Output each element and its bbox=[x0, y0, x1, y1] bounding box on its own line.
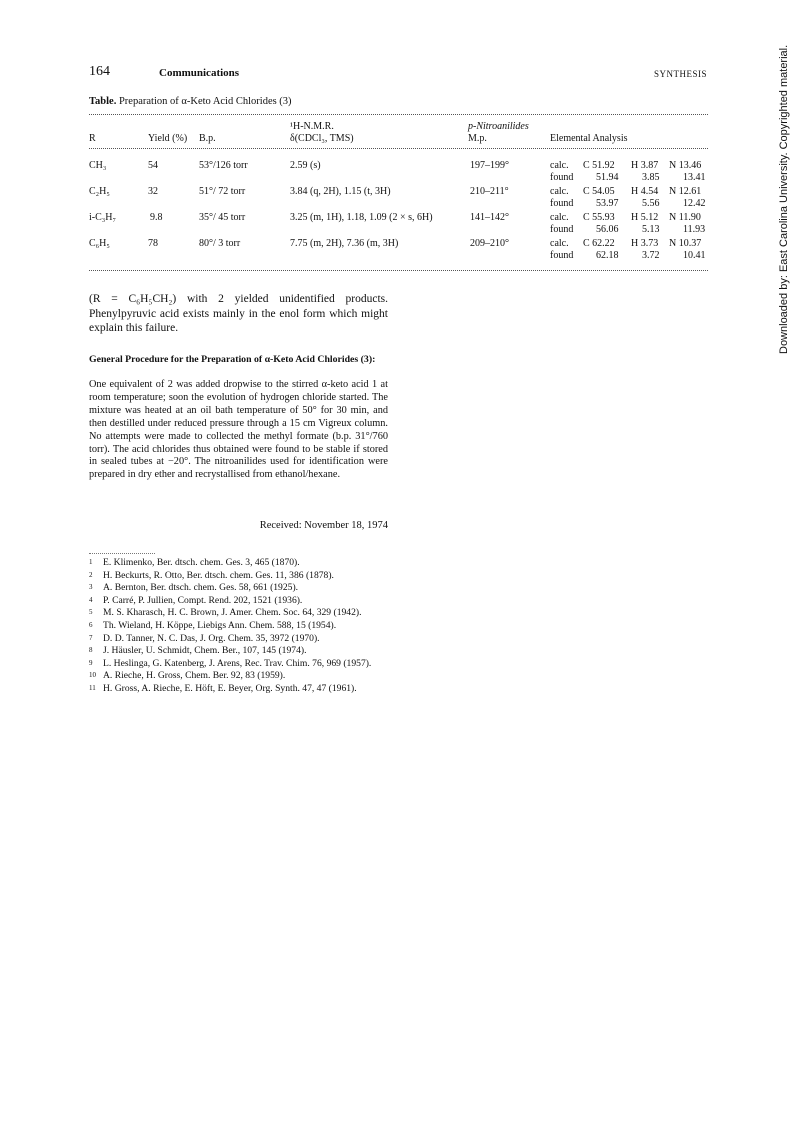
footnote-number: 4 bbox=[89, 595, 93, 604]
footnote-text: A. Bernton, Ber. dtsch. chem. Ges. 58, 661 (1925). bbox=[103, 582, 299, 594]
footnote-text: P. Carré, P. Jullien, Compt. Rend. 202, 1521 (1936). bbox=[103, 594, 303, 606]
footnote-text: L. Heslinga, G. Katenberg, J. Arens, Rec. Trav. Chim. 76, 969 (1957). bbox=[103, 657, 372, 669]
footnote-item bbox=[89, 645, 391, 658]
footnote-number: 1 bbox=[89, 558, 93, 566]
label-found: found bbox=[550, 224, 574, 235]
value-c: 56.06 bbox=[596, 224, 619, 235]
download-watermark: Downloaded by: East Carolina University. Copyrighted material. bbox=[778, 44, 790, 354]
cell-bp: 51°/ 72 torr bbox=[199, 186, 246, 197]
cell-r: C₆H₅ bbox=[89, 238, 110, 249]
header-r: R bbox=[89, 133, 96, 144]
value-n: N 13.46 bbox=[669, 160, 702, 171]
section-title: Communications bbox=[159, 67, 240, 79]
cell-r: C₂H₅ bbox=[89, 186, 110, 197]
footnote-item bbox=[89, 570, 391, 583]
footnote-item bbox=[89, 582, 391, 595]
value-c: C 62.22 bbox=[583, 238, 615, 249]
cell-nmr: 2.59 (s) bbox=[290, 160, 321, 171]
cell-mp: 141–142° bbox=[470, 212, 509, 223]
footnotes bbox=[89, 557, 391, 696]
footnote-number: 5 bbox=[89, 608, 93, 617]
cell-nmr: 7.75 (m, 2H), 7.36 (m, 3H) bbox=[290, 238, 399, 249]
cell-yield: 32 bbox=[148, 186, 158, 197]
footnote-item bbox=[89, 557, 391, 570]
cell-bp: 53°/126 torr bbox=[199, 160, 248, 171]
procedure-heading: General Procedure for the Preparation of α-Keto Acid Chlorides (3): bbox=[89, 354, 376, 365]
cell-mp: 197–199° bbox=[470, 160, 509, 171]
header-nitro-1: p-Nitroanilides bbox=[468, 121, 529, 132]
value-c: 51.94 bbox=[596, 172, 619, 183]
journal-name: SYNTHESIS bbox=[653, 69, 707, 79]
label-calc: calc. bbox=[550, 186, 569, 197]
label-found: found bbox=[550, 198, 574, 209]
table-top-rule bbox=[89, 114, 708, 115]
value-h: 5.13 bbox=[642, 224, 660, 235]
footnote-item bbox=[89, 620, 391, 633]
value-c: C 54.05 bbox=[583, 186, 615, 197]
value-n: 13.41 bbox=[683, 172, 706, 183]
footnote-item bbox=[89, 607, 391, 620]
footnote-number: 3 bbox=[89, 583, 93, 592]
cell-bp: 35°/ 45 torr bbox=[199, 212, 246, 223]
value-c: 53.97 bbox=[596, 198, 619, 209]
footnote-item bbox=[89, 670, 391, 683]
header-bp: B.p. bbox=[199, 133, 216, 144]
cell-yield: 9.8 bbox=[150, 212, 163, 223]
footnote-item bbox=[89, 658, 391, 671]
table-caption-text: Preparation of α-Keto Acid Chlorides (3) bbox=[116, 96, 292, 107]
footnote-rule bbox=[89, 553, 155, 554]
value-h: 5.56 bbox=[642, 198, 660, 209]
value-h: H 5.12 bbox=[631, 212, 659, 223]
header-nmr-1: ¹H-N.M.R. bbox=[290, 121, 334, 132]
body-paragraph: (R = C₆H₅CH₂) with 2 yielded unidentified products. Phenylpyruvic acid exists mainly in the enol form which might explain this failure. bbox=[89, 293, 388, 334]
footnote-item bbox=[89, 633, 391, 646]
header-yield: Yield (%) bbox=[148, 133, 188, 144]
value-h: H 3.73 bbox=[631, 238, 659, 249]
footnote-number: 2 bbox=[89, 570, 93, 579]
value-n: N 10.37 bbox=[669, 238, 702, 249]
footnote-text: A. Rieche, H. Gross, Chem. Ber. 92, 83 (1959). bbox=[103, 670, 286, 682]
label-calc: calc. bbox=[550, 160, 569, 171]
footnote-number: 6 bbox=[89, 620, 93, 629]
cell-bp: 80°/ 3 torr bbox=[199, 238, 241, 249]
cell-r: CH₃ bbox=[89, 160, 107, 171]
footnote-text: E. Klimenko, Ber. dtsch. chem. Ges. 3, 465 (1870). bbox=[103, 557, 300, 568]
value-n: N 12.61 bbox=[669, 186, 702, 197]
table-caption bbox=[89, 96, 292, 107]
value-h: H 4.54 bbox=[631, 186, 659, 197]
header-nitro-2: M.p. bbox=[468, 133, 487, 144]
label-calc: calc. bbox=[550, 212, 569, 223]
label-calc: calc. bbox=[550, 238, 569, 249]
cell-nmr: 3.84 (q, 2H), 1.15 (t, 3H) bbox=[290, 186, 391, 197]
value-n: 12.42 bbox=[683, 198, 706, 209]
footnote-item bbox=[89, 683, 391, 696]
header-elemental: Elemental Analysis bbox=[550, 133, 628, 144]
table-bottom-rule bbox=[89, 270, 708, 271]
cell-r: i-C₃H₇ bbox=[89, 212, 116, 223]
value-n: N 11.90 bbox=[669, 212, 701, 223]
value-h: 3.85 bbox=[642, 172, 660, 183]
procedure-text: One equivalent of 2 was added dropwise to the stirred α-keto acid 1 at room temperature; soon the evolution of hydrogen chloride started. The mixture was heated at an oil bath temperature of 50° for 30 min, and then destilled under reduced pressure through a 15 cm Vigreux column. No attempts were made to collected the methyl formate (b.p. 31°/760 torr). The acid chlorides thus obtained were found to be stable if stored in sealed tubes at −20°. The nitroanilides used for identification were prepared in dry ether and recrystallised from ethanol/hexane. bbox=[89, 379, 388, 481]
cell-yield: 78 bbox=[148, 238, 158, 249]
value-c: C 55.93 bbox=[583, 212, 615, 223]
footnote-item bbox=[89, 595, 391, 608]
value-h: H 3.87 bbox=[631, 160, 659, 171]
footnote-text: D. D. Tanner, N. C. Das, J. Org. Chem. 35, 3972 (1970). bbox=[103, 632, 320, 644]
footnote-number: 7 bbox=[89, 633, 93, 642]
footnote-text: H. Gross, A. Rieche, E. Höft, E. Beyer, Org. Synth. 47, 47 (1961). bbox=[103, 682, 357, 694]
footnote-number: 9 bbox=[89, 658, 93, 667]
cell-mp: 210–211° bbox=[470, 186, 509, 197]
table-caption-label: Table. bbox=[89, 96, 117, 107]
value-n: 10.41 bbox=[683, 250, 706, 261]
footnote-text: Th. Wieland, H. Köppe, Liebigs Ann. Chem. 588, 15 (1954). bbox=[103, 619, 337, 631]
footnote-number: 10 bbox=[89, 671, 96, 680]
cell-nmr: 3.25 (m, 1H), 1.18, 1.09 (2 × s, 6H) bbox=[290, 212, 433, 223]
header-nmr-2: δ(CDCl₃, TMS) bbox=[290, 133, 354, 144]
page-number: 164 bbox=[89, 64, 110, 79]
label-found: found bbox=[550, 250, 574, 261]
footnote-text: J. Häusler, U. Schmidt, Chem. Ber., 107, 145 (1974). bbox=[103, 645, 307, 657]
value-c: C 51.92 bbox=[583, 160, 615, 171]
received-date: Received: November 18, 1974 bbox=[259, 520, 388, 531]
footnote-number: 11 bbox=[89, 683, 96, 692]
footnote-text: M. S. Kharasch, H. C. Brown, J. Amer. Chem. Soc. 64, 329 (1942). bbox=[103, 607, 362, 619]
value-c: 62.18 bbox=[596, 250, 619, 261]
value-n: 11.93 bbox=[683, 224, 706, 235]
footnote-number: 8 bbox=[89, 646, 93, 655]
label-found: found bbox=[550, 172, 574, 183]
footnote-text: H. Beckurts, R. Otto, Ber. dtsch. chem. Ges. 11, 386 (1878). bbox=[103, 569, 334, 581]
cell-mp: 209–210° bbox=[470, 238, 509, 249]
table-header-rule bbox=[89, 148, 708, 149]
value-h: 3.72 bbox=[642, 250, 660, 261]
cell-yield: 54 bbox=[148, 160, 158, 171]
